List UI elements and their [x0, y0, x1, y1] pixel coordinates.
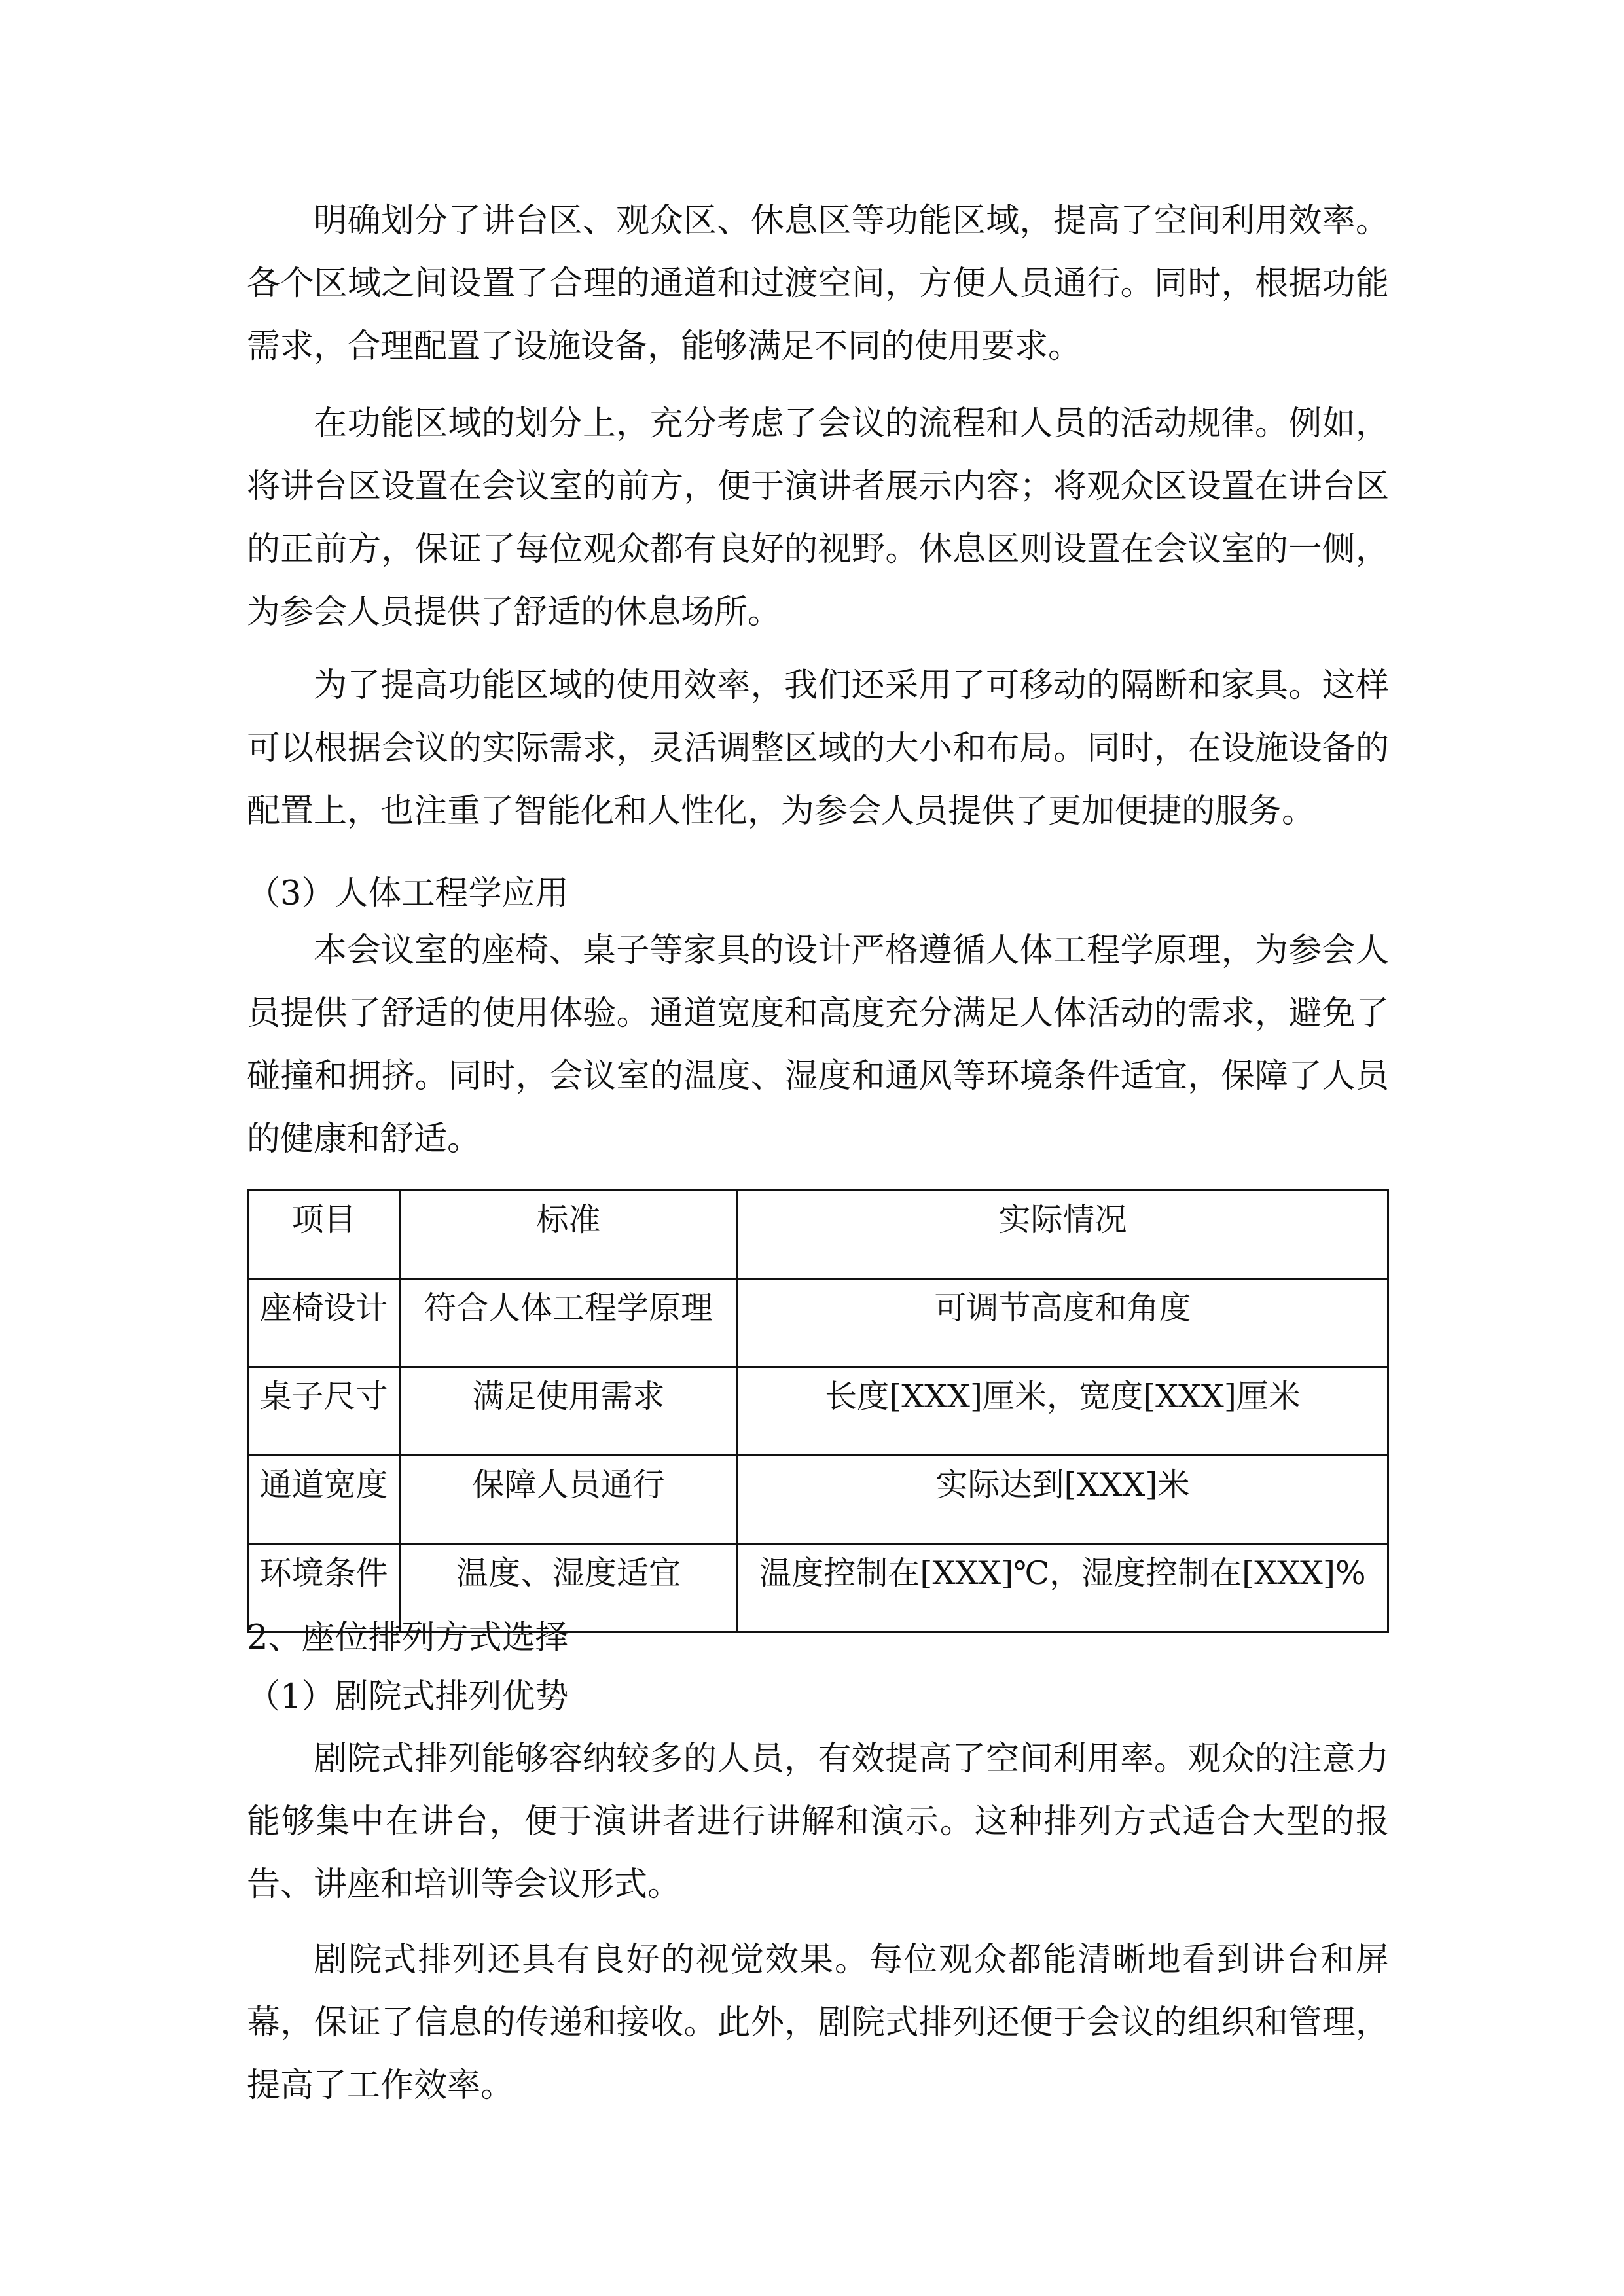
table-row: [248, 1456, 1388, 1544]
header-cell: 标准: [400, 1191, 738, 1279]
table-cell: 环境条件: [248, 1544, 400, 1632]
section-heading-ergonomics: （3）人体工程学应用: [247, 874, 569, 913]
header-cell: 实际情况: [738, 1191, 1388, 1279]
paragraph-functional-zones: 明确划分了讲台区、观众区、休息区等功能区域，提高了空间利用效率。各个区域之间设置了合理的通道和过渡空间，方便人员通行。同时，根据功能需求，合理配置了设施设备，能够满足不同的使用要求。: [247, 202, 1389, 366]
table-cell: 可调节高度和角度: [738, 1279, 1388, 1367]
subheading-theater-style: （1）剧院式排列优势: [247, 1677, 569, 1716]
table-header-row: [248, 1191, 1388, 1279]
header-cell: 项目: [248, 1191, 400, 1279]
table-cell: 符合人体工程学原理: [400, 1279, 738, 1367]
table-cell: 通道宽度: [248, 1456, 400, 1544]
table-cell: 座椅设计: [248, 1279, 400, 1367]
paragraph-ergonomics: 本会议室的座椅、桌子等家具的设计严格遵循人体工程学原理，为参会人员提供了舒适的使用体验。通道宽度和高度充分满足人体活动的需求，避免了碰撞和拥挤。同时，会议室的温度、湿度和通风等环境条件适宜，保障了人员的健康和舒适。: [247, 931, 1389, 1158]
paragraph-zone-layout: 在功能区域的划分上，充分考虑了会议的流程和人员的活动规律。例如，将讲台区设置在会议室的前方，便于演讲者展示内容；将观众区设置在讲台区的正前方，保证了每位观众都有良好的视野。休息区则设置在会议室的一侧，为参会人员提供了舒适的休息场所。: [247, 404, 1389, 632]
paragraph-theater-capacity: 剧院式排列能够容纳较多的人员，有效提高了空间利用率。观众的注意力能够集中在讲台，便于演讲者进行讲解和演示。这种排列方式适合大型的报告、讲座和培训等会议形式。: [247, 1740, 1389, 1904]
section-heading-seating: 2、座位排列方式选择: [247, 1619, 569, 1657]
table-cell: 满足使用需求: [400, 1367, 738, 1456]
table-cell: 长度[XXX]厘米，宽度[XXX]厘米: [738, 1367, 1388, 1456]
table-cell: 温度控制在[XXX]℃，湿度控制在[XXX]%: [738, 1544, 1388, 1632]
table-cell: 温度、湿度适宜: [400, 1544, 738, 1632]
table-row: [248, 1279, 1388, 1367]
table-cell: 实际达到[XXX]米: [738, 1456, 1388, 1544]
table-cell: 保障人员通行: [400, 1456, 738, 1544]
table-row: [248, 1367, 1388, 1456]
paragraph-movable-partitions: 为了提高功能区域的使用效率，我们还采用了可移动的隔断和家具。这样可以根据会议的实际需求，灵活调整区域的大小和布局。同时，在设施设备的配置上，也注重了智能化和人性化，为参会人员提供了更加便捷的服务。: [247, 666, 1389, 831]
table-cell: 桌子尺寸: [248, 1367, 400, 1456]
paragraph-theater-visual: 剧院式排列还具有良好的视觉效果。每位观众都能清晰地看到讲台和屏幕，保证了信息的传递和接收。此外，剧院式排列还便于会议的组织和管理，提高了工作效率。: [247, 1941, 1389, 2105]
ergonomics-table: [247, 1189, 1389, 1633]
